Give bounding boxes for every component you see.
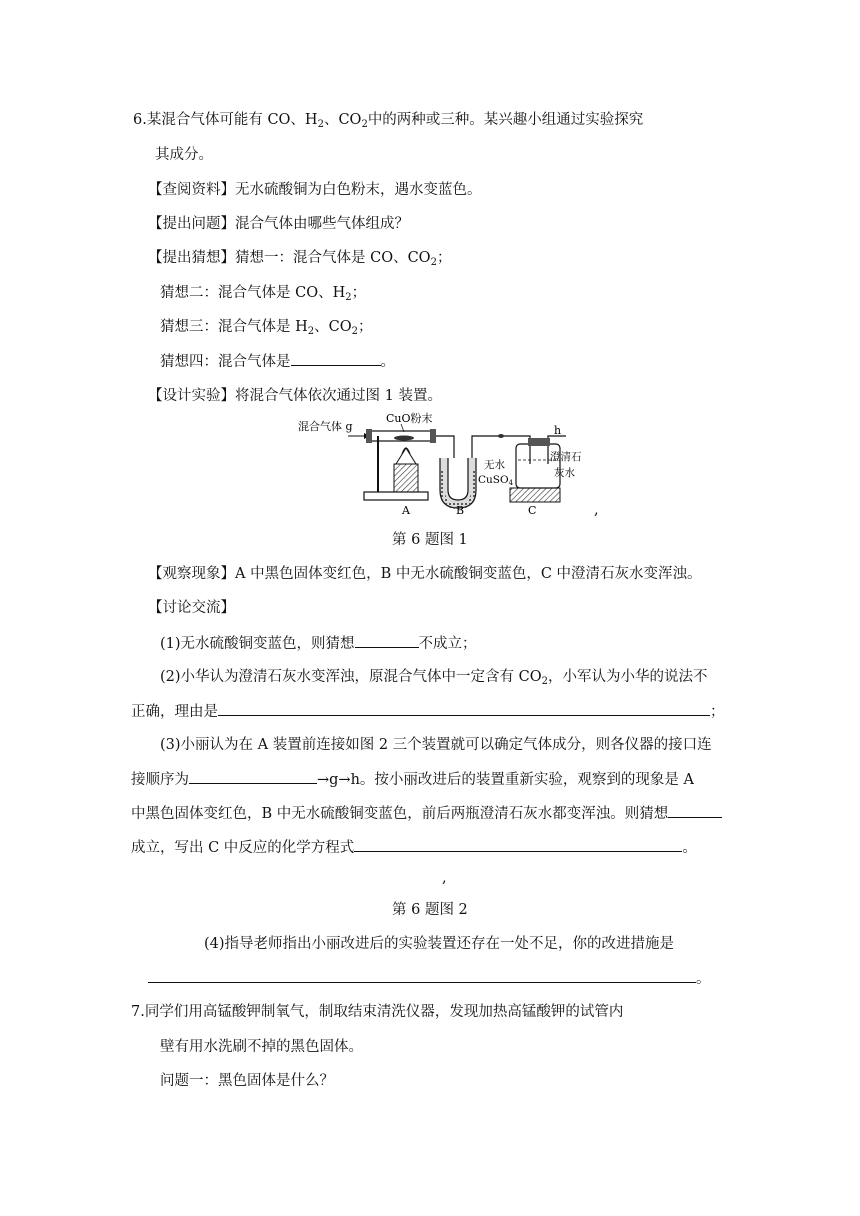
fig2-comma: , (442, 870, 447, 886)
guess-4-blank[interactable] (291, 351, 381, 366)
part-2-line-2: 正确，理由是 ； (131, 701, 725, 722)
fig1-label-a: A (402, 504, 410, 517)
part-1: (1)无水硫酸铜变蓝色，则猜想 不成立； (160, 633, 477, 654)
iron-stand-base (364, 492, 428, 500)
alcohol-lamp (394, 464, 418, 492)
guess-2: 猜想二：混合气体是 CO、$H_2$； (160, 285, 367, 303)
fig1-label-b: B (456, 504, 465, 517)
part-4-line-2: 。 (148, 968, 711, 989)
guess-1: 【提出猜想】猜想一：混合气体是 CO、$CO_2$； (148, 250, 452, 268)
guan-cha-xian-xiang: 【观察现象】A 中黑色固体变红色，B 中无水硫酸铜变蓝色，C 中澄清石灰水变浑浊。 (148, 566, 702, 582)
ti-chu-wen-ti: 【提出问题】混合气体由哪些气体组成？ (148, 216, 409, 232)
figure-1-caption: 第 6 题图 1 (392, 532, 468, 548)
part-3-line-1: (3)小丽认为在 A 装置前连接如图 2 三个装置就可以确定气体成分，则各仪器的接口连 (160, 737, 712, 753)
q6-intro-cont: 其成分。 (155, 147, 213, 163)
part-3-guess-blank[interactable] (668, 803, 722, 818)
cha-yue-zi-liao: 【查阅资料】无水硫酸铜为白色粉末，遇水变蓝色。 (148, 182, 482, 198)
fig1-label-gas: 混合气体 g (298, 420, 353, 433)
fig1-label-huishui: 灰水 (554, 467, 575, 479)
part-1-blank[interactable] (355, 633, 419, 648)
q6-intro: 6.某混合气体可能有 CO、$H_2$、$CO_2$中的两种或三种。某兴趣小组通过实验探究 (133, 112, 644, 130)
figure-1-apparatus (296, 410, 606, 520)
guess-4: 猜想四：混合气体是 。 (160, 351, 395, 372)
tao-lun-jiao-liu: 【讨论交流】 (148, 600, 235, 616)
part-4-blank[interactable] (148, 968, 696, 983)
fig1-label-chengqing: 澄清石 (550, 451, 582, 463)
part-3-line-2: 接顺序为 →g→h。按小丽改进后的装置重新实验，观察到的现象是 A (131, 769, 694, 790)
part-3-line-4: 成立，写出 C 中反应的化学方程式 。 (131, 837, 697, 858)
fig1-label-cuo: CuO粉末 (386, 412, 433, 425)
she-ji-shi-yan: 【设计实验】将混合气体依次通过图 1 装置。 (148, 388, 442, 404)
figure-2-caption: 第 6 题图 2 (392, 902, 468, 918)
part-3-order-blank[interactable] (189, 769, 317, 784)
part-3-line-3: 中黑色固体变红色，B 中无水硫酸铜变蓝色，前后两瓶澄清石灰水都变浑浊。则猜想 (131, 803, 722, 824)
q7-intro: 7.同学们用高锰酸钾制氧气，制取结束清洗仪器，发现加热高锰酸钾的试管内 (131, 1004, 624, 1020)
fig1-comma: , (594, 502, 599, 518)
part-2-line-1: (2)小华认为澄清石灰水变浑浊，原混合气体中一定含有 $CO_2$，小军认为小华的说法不 (160, 669, 708, 687)
fig1-label-wushui: 无水 (484, 459, 505, 471)
part-2-blank[interactable] (218, 701, 710, 716)
q7-question-1: 问题一：黑色固体是什么？ (160, 1073, 334, 1089)
fig1-label-h: h (554, 424, 562, 437)
fig1-label-cuso4: CuSO4 (478, 474, 514, 487)
part-3-equation-blank[interactable] (354, 837, 682, 852)
guess-3: 猜想三：混合气体是 $H_2$、$CO_2$； (160, 319, 373, 337)
q7-intro-cont: 壁有用水洗刷不掉的黑色固体。 (160, 1039, 363, 1055)
part-4-line-1: (4)指导老师指出小丽改进后的实验装置还存在一处不足，你的改进措施是 (204, 936, 675, 952)
fig1-label-c: C (528, 504, 537, 517)
